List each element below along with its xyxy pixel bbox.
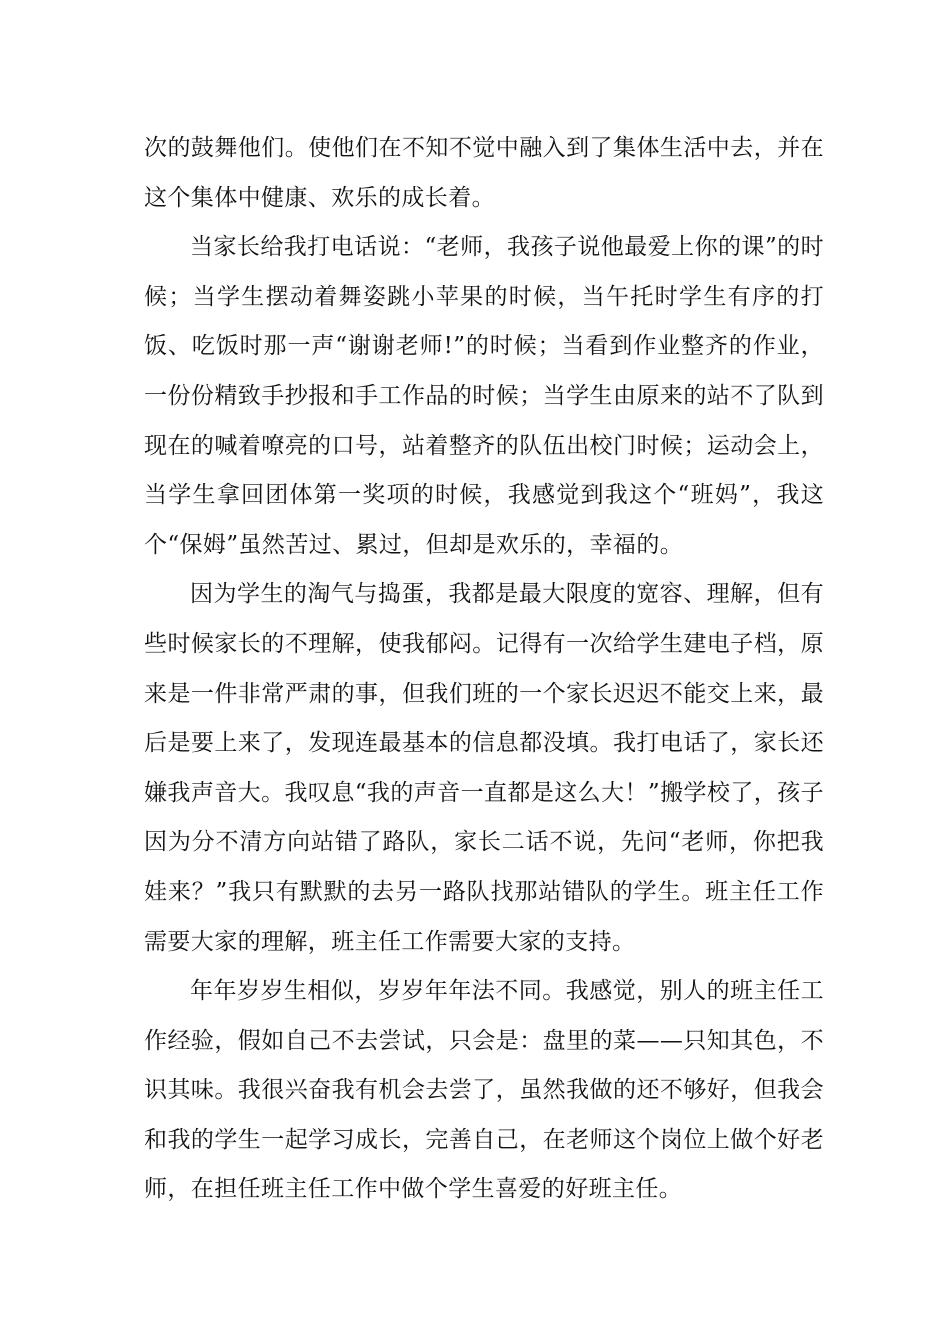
paragraph: 年年岁岁生相似，岁岁年年法不同。我感觉，别人的班主任工作经验，假如自己不去尝试，只会是：盘里的菜——只知其色，不识其味。我很兴奋我有机会去尝了，虽然我做的还不够好，但我会和我的学生一起学习成长，完善自己，在老师这个岗位上做个好老师，在担任班主任工作中做个学生喜爱的好班主任。 xyxy=(144,978,824,1203)
document-body xyxy=(144,124,824,1215)
paragraph-continuation: 次的鼓舞他们。使他们在不知不觉中融入到了集体生活中去，并在这个集体中健康、欢乐的成长着。 xyxy=(144,135,824,211)
paragraph: 当家长给我打电话说：“老师，我孩子说他最爱上你的课”的时候；当学生摆动着舞姿跳小苹果的时候，当午托时学生有序的打饭、吃饭时那一声“谢谢老师!”的时候；当看到作业整齐的作业，一份份精致手抄报和手工作品的时候；当学生由原来的站不了队到现在的喊着嘹亮的口号，站着整齐的队伍出校门时候；运动会上，当学生拿回团体第一奖项的时候，我感觉到我这个“班妈”，我这个“保姆”虽然苦过、累过，但却是欢乐的，幸福的。 xyxy=(144,234,824,558)
paragraph: 因为学生的淘气与捣蛋，我都是最大限度的宽容、理解，但有些时候家长的不理解，使我郁闷。记得有一次给学生建电子档，原来是一件非常严肃的事，但我们班的一个家长迟迟不能交上来，最后是要上来了，发现连最基本的信息都没填。我打电话了，家长还嫌我声音大。我叹息“我的声音一直都是这么大！”搬学校了，孩子因为分不清方向站错了路队，家长二话不说，先问“老师，你把我娃来？”我只有默默的去另一路队找那站错队的学生。班主任工作需要大家的理解，班主任工作需要大家的支持。 xyxy=(144,581,824,955)
